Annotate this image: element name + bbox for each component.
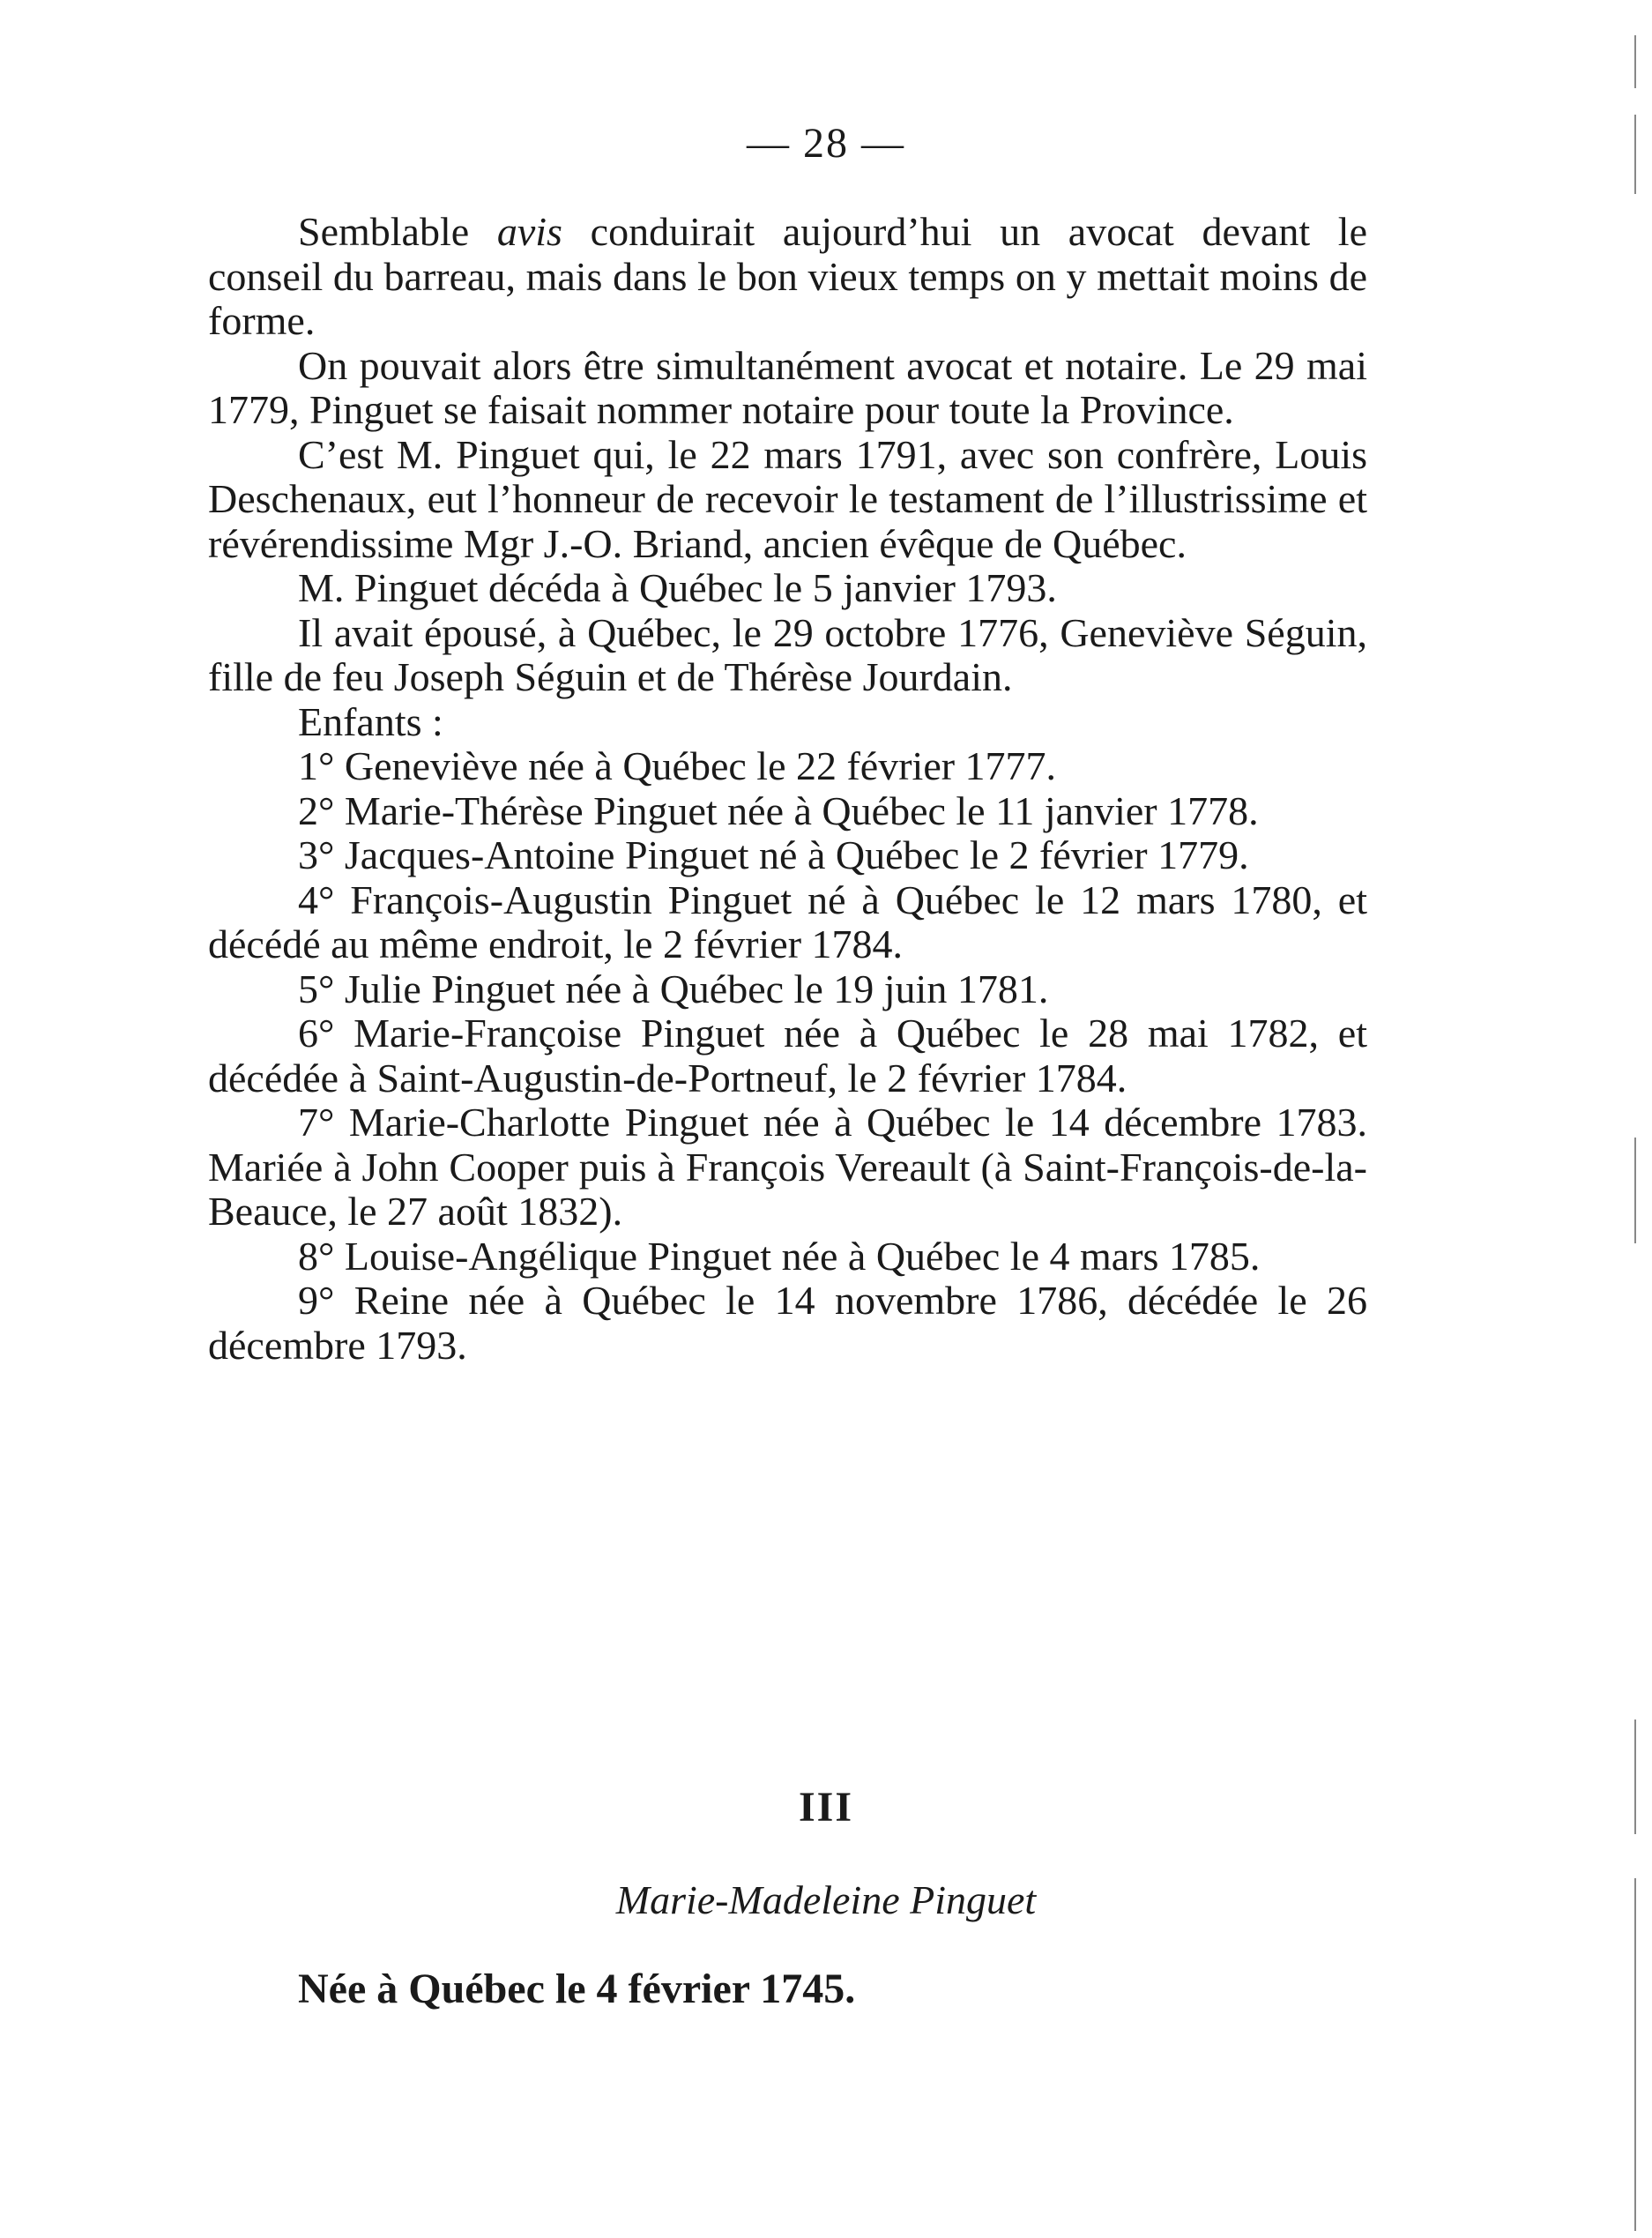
paragraph-avis-before: Semblable bbox=[298, 209, 497, 254]
scan-edge-mark bbox=[1634, 1878, 1636, 2231]
scan-edge-mark bbox=[1634, 35, 1636, 88]
paragraph-enfants-heading: Enfants : bbox=[298, 698, 443, 744]
list-item: 5° Julie Pinguet née à Québec le 19 juin 1781. bbox=[298, 966, 1049, 1011]
list-item: 4° François-Augustin Pinguet né à Québec le 12 mars 1780, et décédé au même endroit, le 2 février 1784. bbox=[208, 877, 1367, 966]
paragraph-testament: C’est M. Pinguet qui, le 22 mars 1791, avec son confrère, Louis Deschenaux, eut l’honneur de recevoir le testament de l’illustrissime et révérendissime Mgr J.-O. Briand, ancien évêque de Québec. bbox=[208, 431, 1367, 566]
section-heading: Marie-Madeleine Pinguet bbox=[615, 1877, 1037, 1922]
scan-edge-marks bbox=[1617, 0, 1652, 2238]
paragraph-avis-after: conduirait aujourd’hui un avocat devant le conseil du barreau, mais dans le bon vieux temps on y mettait moins de forme. bbox=[208, 209, 1367, 343]
paragraph-mariage: Il avait épousé, à Québec, le 29 octobre 1776, Geneviève Séguin, fille de feu Joseph Séguin et de Thérèse Jourdain. bbox=[208, 609, 1367, 699]
section-numeral: III bbox=[798, 1784, 854, 1831]
section-birth-line: Née à Québec le 4 février 1745. bbox=[298, 1966, 856, 2012]
paragraph-avis bbox=[208, 210, 1367, 344]
body-text bbox=[208, 210, 1367, 1368]
page-number: — 28 — bbox=[747, 120, 905, 167]
list-item: 6° Marie-Françoise Pinguet née à Québec le 28 mai 1782, et décédée à Saint-Augustin-de-Portneuf, le 2 février 1784. bbox=[208, 1011, 1367, 1100]
list-item: 3° Jacques-Antoine Pinguet né à Québec le 2 février 1779. bbox=[298, 832, 1249, 877]
list-item: 8° Louise-Angélique Pinguet née à Québec le 4 mars 1785. bbox=[298, 1233, 1261, 1279]
scan-edge-mark bbox=[1634, 1720, 1636, 1834]
list-item: 2° Marie-Thérèse Pinguet née à Québec le 11 janvier 1778. bbox=[298, 787, 1259, 833]
list-item: 7° Marie-Charlotte Pinguet née à Québec le 14 décembre 1783. Mariée à John Cooper puis à François Vereault (à Saint-François-de-la-Beauce, le 27 août 1832). bbox=[208, 1100, 1367, 1234]
paragraph-deces: M. Pinguet décéda à Québec le 5 janvier 1793. bbox=[298, 565, 1057, 610]
paragraph-notaire: On pouvait alors être simultanément avocat et notaire. Le 29 mai 1779, Pinguet se faisait nommer notaire pour toute la Province. bbox=[208, 342, 1367, 432]
scan-edge-mark bbox=[1634, 1138, 1636, 1243]
list-item: 9° Reine née à Québec le 14 novembre 1786, décédée le 26 décembre 1793. bbox=[208, 1278, 1367, 1368]
paragraph-avis-italic: avis bbox=[496, 209, 562, 254]
list-item: 1° Geneviève née à Québec le 22 février 1777. bbox=[298, 743, 1057, 788]
scan-edge-mark bbox=[1634, 115, 1636, 194]
